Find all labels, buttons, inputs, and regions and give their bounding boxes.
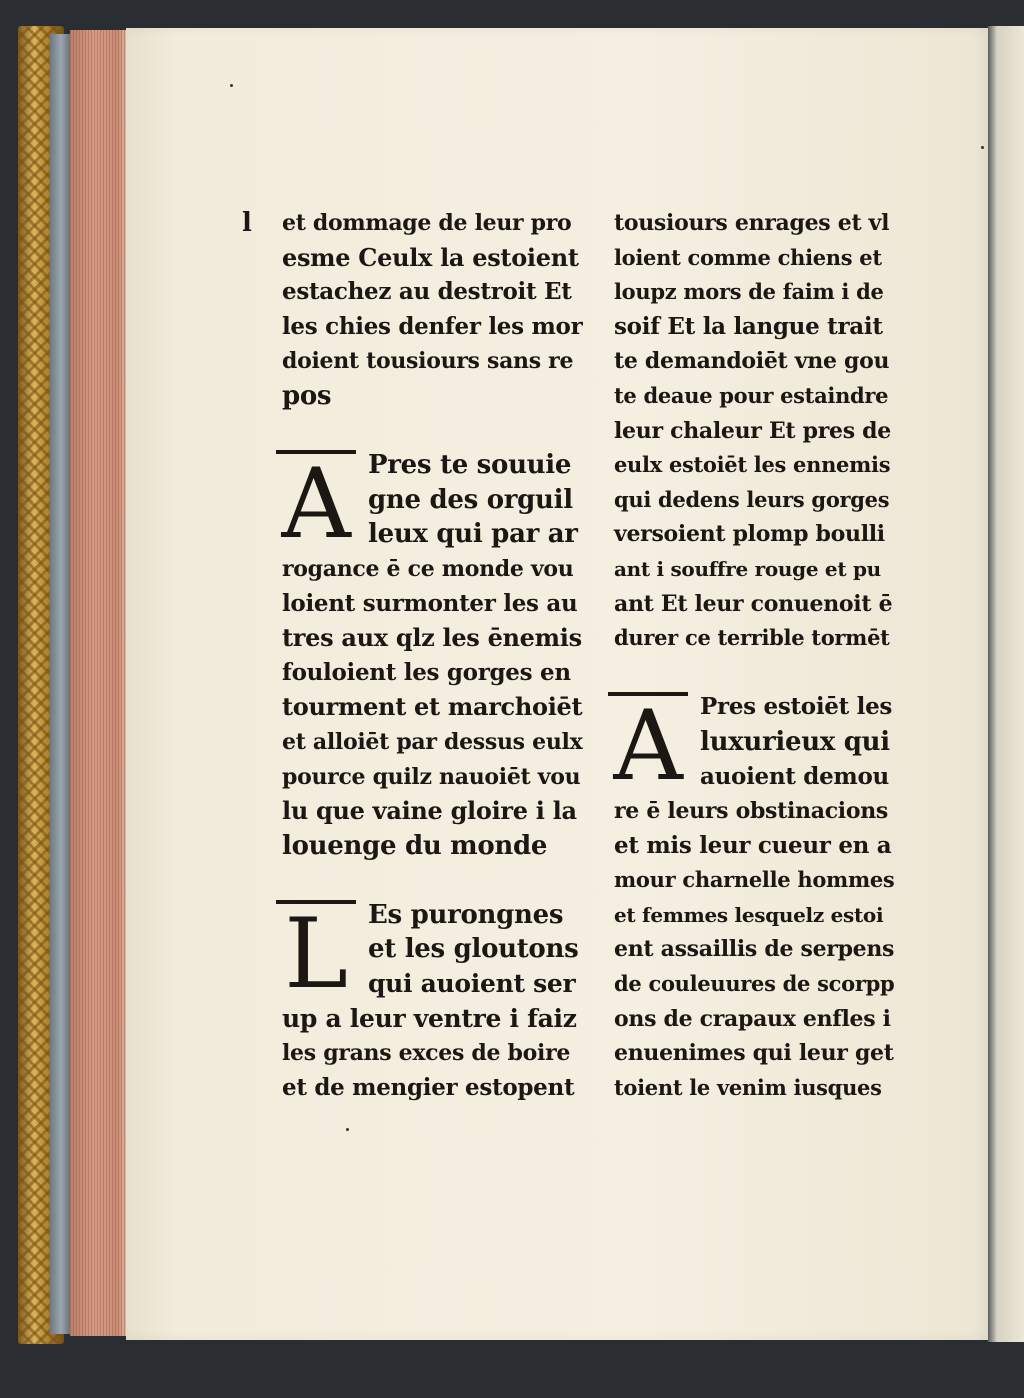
text-line: et mis leur cueur en a bbox=[614, 831, 892, 859]
text-line: estachez au destroit Et bbox=[282, 278, 572, 306]
text-line: leur chaleur Et pres de bbox=[614, 417, 891, 444]
text-line: Pres te souuie bbox=[368, 450, 572, 481]
text-line: te deaue pour estaindre bbox=[614, 382, 889, 408]
text-line: et alloiēt par dessus eulx bbox=[282, 728, 583, 755]
text-line: loient surmonter les au bbox=[282, 589, 578, 617]
text-line: ant Et leur conuenoit ē bbox=[614, 590, 893, 617]
paragraph-marker: l bbox=[242, 208, 252, 238]
text-line: luxurieux qui bbox=[700, 726, 890, 757]
text-line: et dommage de leur pro bbox=[282, 210, 572, 236]
paragraph-right-1 bbox=[614, 206, 894, 656]
text-line: esme Ceulx la estoient bbox=[282, 242, 579, 272]
paragraph-right-2 bbox=[614, 690, 894, 1105]
text-line: lu que vaine gloire i la bbox=[282, 796, 577, 826]
text-line: toient le venim iusques bbox=[614, 1074, 882, 1100]
text-line: ent assaillis de serpens bbox=[614, 936, 895, 963]
decorated-initial-a: A bbox=[608, 692, 688, 792]
text-line: leux qui par ar bbox=[368, 519, 578, 550]
text-line: ant i souffre rouge et pu bbox=[614, 556, 881, 581]
text-line: les chies denfer les mor bbox=[282, 312, 583, 340]
text-line: ons de crapaux enfles i bbox=[614, 1005, 891, 1032]
text-line: et de mengier estopent bbox=[282, 1073, 575, 1101]
text-line: doient tousiours sans re bbox=[282, 348, 574, 375]
text-line: gne des orguil bbox=[368, 484, 573, 515]
text-line: et les gloutons bbox=[368, 934, 579, 965]
text-line: les grans exces de boire bbox=[282, 1040, 571, 1067]
text-line: qui auoient ser bbox=[368, 969, 576, 999]
page-speck bbox=[346, 1128, 349, 1131]
text-line: et femmes lesquelz estoi bbox=[614, 902, 884, 927]
text-line: re ē leurs obstinacions bbox=[614, 798, 889, 825]
text-line: tourment et marchoiēt bbox=[282, 692, 583, 722]
text-line: rogance ē ce monde vou bbox=[282, 555, 574, 582]
text-line: auoient demou bbox=[700, 762, 889, 790]
text-line: tres aux qlz les ēnemis bbox=[282, 623, 582, 653]
text-line: soif Et la langue trait bbox=[614, 312, 883, 340]
page-edges bbox=[70, 30, 130, 1336]
text-line: qui dedens leurs gorges bbox=[614, 486, 890, 512]
text-line: durer ce terrible tormēt bbox=[614, 625, 890, 651]
text-line: eulx estoiēt les ennemis bbox=[614, 452, 891, 478]
text-line: pos bbox=[282, 380, 332, 411]
text-line: pource quilz nauoiēt vou bbox=[282, 763, 581, 790]
text-column-right bbox=[614, 206, 894, 1105]
paragraph-left-2 bbox=[282, 448, 582, 863]
book-spine-edge bbox=[50, 34, 72, 1334]
page-speck bbox=[981, 146, 984, 149]
paragraph-left-3 bbox=[282, 898, 582, 1106]
paragraph-left-1 bbox=[282, 206, 582, 414]
text-line: loupz mors de faim i de bbox=[614, 279, 884, 305]
text-line: tousiours enrages et vl bbox=[614, 210, 890, 236]
text-line: louenge du monde bbox=[282, 830, 548, 861]
decorated-initial-l: L bbox=[276, 900, 356, 1000]
text-line: enuenimes qui leur get bbox=[614, 1040, 894, 1067]
text-line: loient comme chiens et bbox=[614, 244, 882, 270]
text-line: de couleuures de scorpp bbox=[614, 971, 895, 997]
text-column-left bbox=[242, 206, 583, 1105]
text-line: te demandoiēt vne gou bbox=[614, 348, 890, 375]
facing-page-edge bbox=[988, 26, 1024, 1342]
text-line: Es purongnes bbox=[368, 899, 564, 930]
text-line: mour charnelle hommes bbox=[614, 867, 895, 893]
text-line: fouloient les gorges en bbox=[282, 658, 571, 686]
decorated-initial-a: A bbox=[276, 450, 356, 550]
text-line: up a leur ventre i faiz bbox=[282, 1003, 577, 1033]
page-speck bbox=[230, 84, 233, 87]
text-line: versoient plomp boulli bbox=[614, 521, 885, 548]
text-line: Pres estoiēt les bbox=[700, 693, 893, 721]
